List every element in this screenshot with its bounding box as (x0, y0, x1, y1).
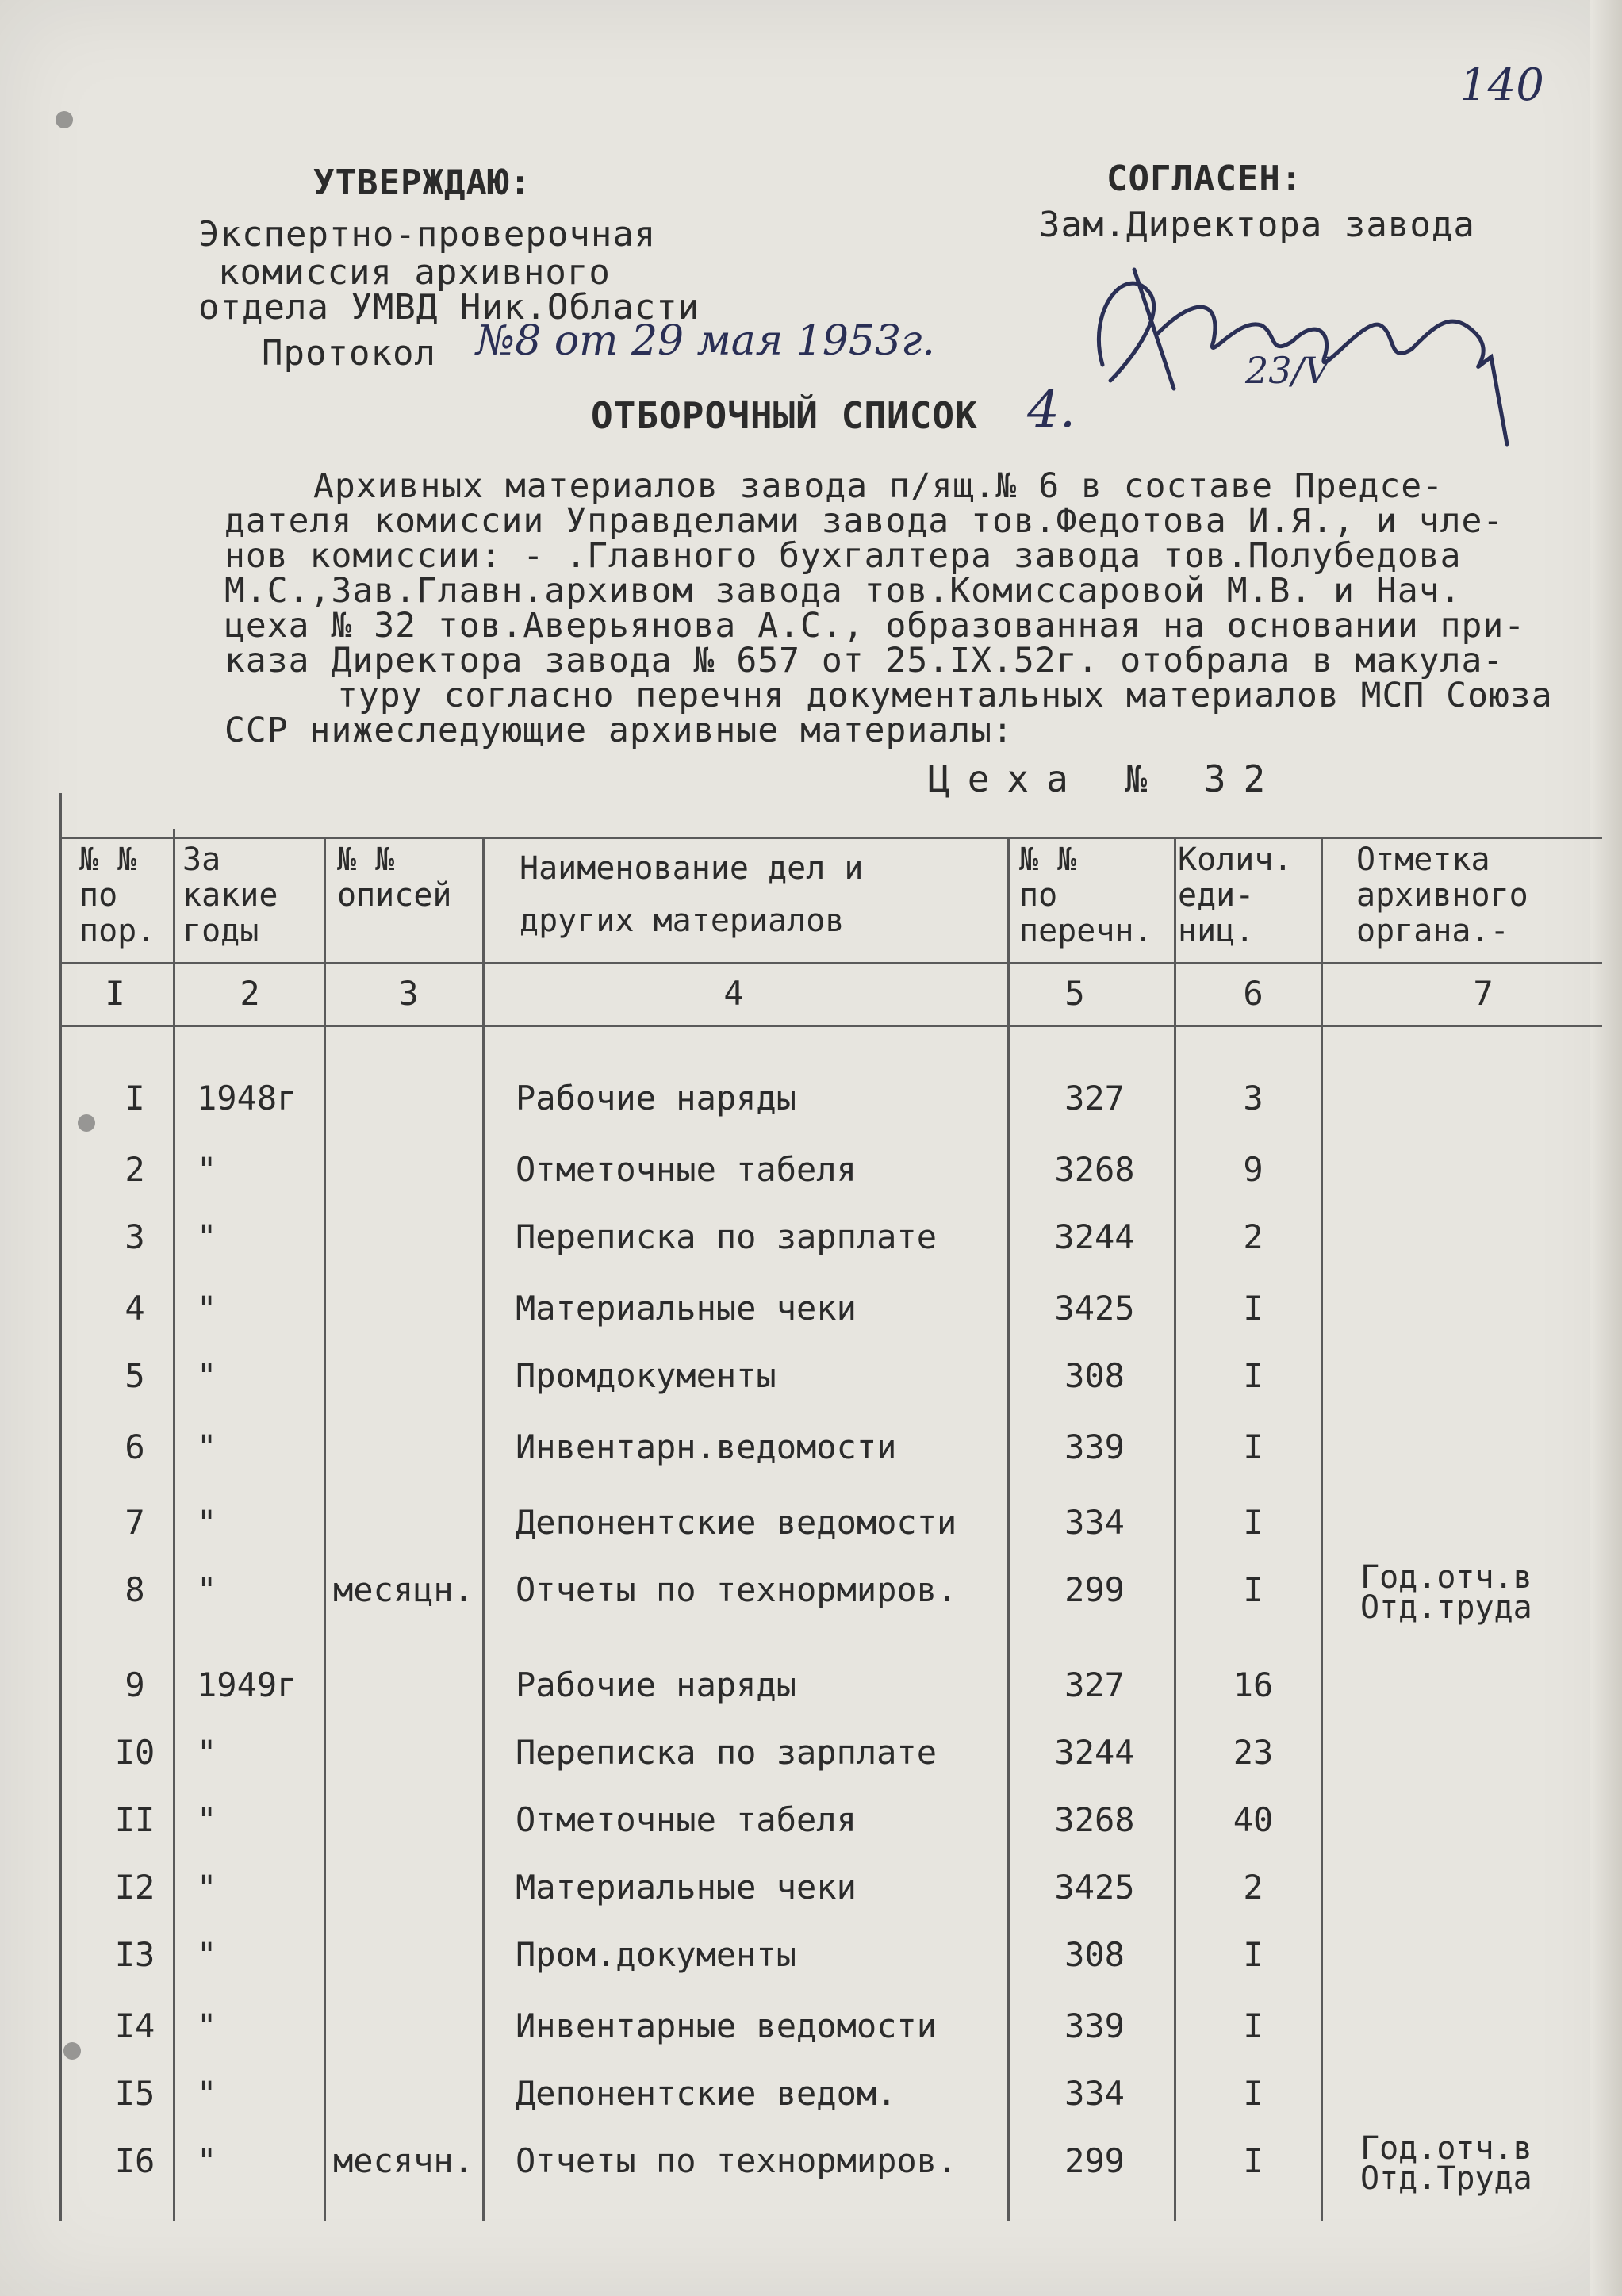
body-line: туру согласно перечня документальных материалов МСП Союза (337, 676, 1553, 715)
page-number: 140 (1459, 59, 1544, 111)
header-years: За какие годы (182, 841, 278, 949)
year-cell: " (197, 2074, 217, 2113)
table-col-line (173, 829, 175, 2221)
table-col-line (482, 837, 485, 2221)
list-number-cell: 334 (1064, 2074, 1125, 2113)
name-cell: Депонентские ведомости (516, 1503, 957, 1542)
list-number-cell: 3425 (1054, 1868, 1135, 1907)
name-cell: Переписка по зарплате (516, 1733, 938, 1772)
column-number: I (105, 974, 125, 1013)
list-number-cell: 308 (1064, 1356, 1125, 1395)
name-cell: Депонентские ведом. (516, 2074, 897, 2113)
list-title: ОТБОРОЧНЫЙ СПИСОК (591, 394, 978, 437)
quantity-cell: 2 (1243, 1217, 1263, 1256)
name-cell: Материальные чеки (516, 1289, 857, 1328)
year-cell: " (197, 1733, 217, 1772)
inventory-cell: месячн. (333, 2141, 474, 2180)
list-number-cell: 327 (1064, 1079, 1125, 1117)
name-cell: Отметочные табеля (516, 1800, 857, 1839)
table-col-line (1321, 837, 1323, 2221)
row-number-cell: 8 (125, 1570, 145, 1609)
quantity-cell: I (1243, 1356, 1263, 1395)
year-cell: " (197, 1570, 217, 1609)
list-number-cell: 334 (1064, 1503, 1125, 1542)
signature-date: 23/V (1245, 349, 1331, 392)
column-number: 4 (723, 974, 744, 1013)
name-cell: Отметочные табеля (516, 1150, 857, 1189)
quantity-cell: I (1243, 1289, 1263, 1328)
row-number-cell: 5 (125, 1356, 145, 1395)
year-cell: " (197, 1935, 217, 1974)
body-line: нов комиссии: - .Главного бухгалтера завода тов.Полубедова (224, 536, 1462, 576)
table-colnum-divider (59, 1025, 1602, 1027)
quantity-cell: 9 (1243, 1150, 1263, 1189)
body-line: М.С.,Зав.Главн.архивом завода тов.Комиссаровой М.В. и Нач. (224, 571, 1462, 611)
column-number: 7 (1473, 974, 1494, 1013)
list-number-cell: 3268 (1054, 1150, 1135, 1189)
year-cell: " (197, 1428, 217, 1466)
archive-note-cell: Год.отч.в Отд.труда (1360, 1559, 1532, 1626)
list-number-cell: 3244 (1054, 1733, 1135, 1772)
row-number-cell: 4 (125, 1289, 145, 1328)
year-cell: " (197, 1289, 217, 1328)
page-edge (1590, 0, 1622, 2296)
name-cell: Инвентарн.ведомости (516, 1428, 897, 1466)
row-number-cell: I4 (114, 2007, 155, 2045)
list-number-cell: 299 (1064, 2141, 1125, 2180)
row-number-cell: 9 (125, 1665, 145, 1704)
year-cell: 1949г (197, 1665, 297, 1704)
list-number-cell: 3244 (1054, 1217, 1135, 1256)
body-line: дателя комиссии Управделами завода тов.Федотова И.Я., и чле- (224, 501, 1505, 541)
list-number-cell: 339 (1064, 2007, 1125, 2045)
year-cell: " (197, 1800, 217, 1839)
list-number-cell: 339 (1064, 1428, 1125, 1466)
name-cell: Промдокументы (516, 1356, 776, 1395)
body-line: каза Директора завода № 657 от 25.IX.52г. отобрала в макула- (224, 641, 1505, 680)
header-row-number: № № по пор. (79, 841, 156, 949)
quantity-cell: 3 (1243, 1079, 1263, 1117)
row-number-cell: 6 (125, 1428, 145, 1466)
row-number-cell: II (114, 1800, 155, 1839)
column-number: 2 (240, 974, 260, 1013)
quantity-cell: 40 (1233, 1800, 1274, 1839)
table-border-top (59, 837, 1602, 839)
quantity-cell: I (1243, 2141, 1263, 2180)
list-number-cell: 327 (1064, 1665, 1125, 1704)
body-line: ССР нижеследующие архивные материалы: (224, 711, 1014, 750)
table-col-line (324, 837, 326, 2221)
row-number-cell: I5 (114, 2074, 155, 2113)
shop-heading: Цеха № 32 (928, 757, 1283, 800)
approve-title: УТВЕРЖДАЮ: (313, 163, 531, 203)
year-cell: " (197, 2141, 217, 2180)
list-number-cell: 3268 (1054, 1800, 1135, 1839)
row-number-cell: 2 (125, 1150, 145, 1189)
row-number-cell: 3 (125, 1217, 145, 1256)
row-number-cell: I (125, 1079, 145, 1117)
row-number-cell: 7 (125, 1503, 145, 1542)
punch-hole (63, 2042, 81, 2060)
column-number: 5 (1064, 974, 1085, 1013)
name-cell: Переписка по зарплате (516, 1217, 938, 1256)
table-col-line (1007, 837, 1010, 2221)
year-cell: " (197, 1356, 217, 1395)
header-list-number: № № по перечн. (1019, 841, 1153, 949)
approve-line: Экспертно-проверочная (198, 214, 657, 255)
year-cell: " (197, 1503, 217, 1542)
protocol-label: Протокол (262, 333, 436, 374)
punch-hole (56, 111, 73, 128)
approve-line: отдела УМВД Ник.Области (198, 287, 700, 328)
list-number-cell: 299 (1064, 1570, 1125, 1609)
row-number-cell: I6 (114, 2141, 155, 2180)
row-number-cell: I0 (114, 1733, 155, 1772)
name-cell: Рабочие наряды (516, 1665, 797, 1704)
agree-title: СОГЛАСЕН: (1106, 159, 1303, 199)
body-line: Архивных материалов завода п/ящ.№ 6 в составе Предсе- (313, 466, 1444, 506)
agree-line: Зам.Директора завода (1039, 205, 1475, 245)
table-header-divider (59, 962, 1602, 964)
quantity-cell: 23 (1233, 1733, 1274, 1772)
year-cell: 1948г (197, 1079, 297, 1117)
punch-hole (78, 1114, 95, 1132)
table-col-line (1174, 837, 1176, 2221)
year-cell: " (197, 2007, 217, 2045)
quantity-cell: I (1243, 1570, 1263, 1609)
quantity-cell: I (1243, 1503, 1263, 1542)
name-cell: Рабочие наряды (516, 1079, 797, 1117)
name-cell: Отчеты по технормиров. (516, 2141, 957, 2180)
year-cell: " (197, 1150, 217, 1189)
archive-note-cell: Год.отч.в Отд.Труда (1360, 2130, 1532, 2197)
year-cell: " (197, 1868, 217, 1907)
protocol-handwritten: №8 от 29 мая 1953г. (476, 317, 935, 365)
column-number: 3 (398, 974, 419, 1013)
body-line: цеха № 32 тов.Аверьянова А.С., образованная на основании при- (224, 606, 1526, 646)
list-number-cell: 308 (1064, 1935, 1125, 1974)
quantity-cell: I (1243, 2074, 1263, 2113)
table-col-line (59, 793, 62, 2221)
name-cell: Инвентарные ведомости (516, 2007, 938, 2045)
quantity-cell: I (1243, 1428, 1263, 1466)
row-number-cell: I3 (114, 1935, 155, 1974)
quantity-cell: I (1243, 1935, 1263, 1974)
list-number: 4. (1027, 381, 1076, 439)
header-inventory: № № описей (337, 841, 452, 914)
name-cell: Отчеты по технормиров. (516, 1570, 957, 1609)
approve-line: комиссия архивного (218, 252, 611, 293)
quantity-cell: 2 (1243, 1868, 1263, 1907)
row-number-cell: I2 (114, 1868, 155, 1907)
list-number-cell: 3425 (1054, 1289, 1135, 1328)
name-cell: Пром.документы (516, 1935, 797, 1974)
quantity-cell: I (1243, 2007, 1263, 2045)
header-name: Наименование дел и других материалов (520, 850, 864, 939)
year-cell: " (197, 1217, 217, 1256)
column-number: 6 (1243, 974, 1263, 1013)
name-cell: Материальные чеки (516, 1868, 857, 1907)
inventory-cell: месяцн. (333, 1570, 474, 1609)
header-archive-mark: Отметка архивного органа.- (1356, 841, 1528, 949)
header-quantity: Колич. еди- ниц. (1178, 841, 1293, 949)
quantity-cell: 16 (1233, 1665, 1274, 1704)
